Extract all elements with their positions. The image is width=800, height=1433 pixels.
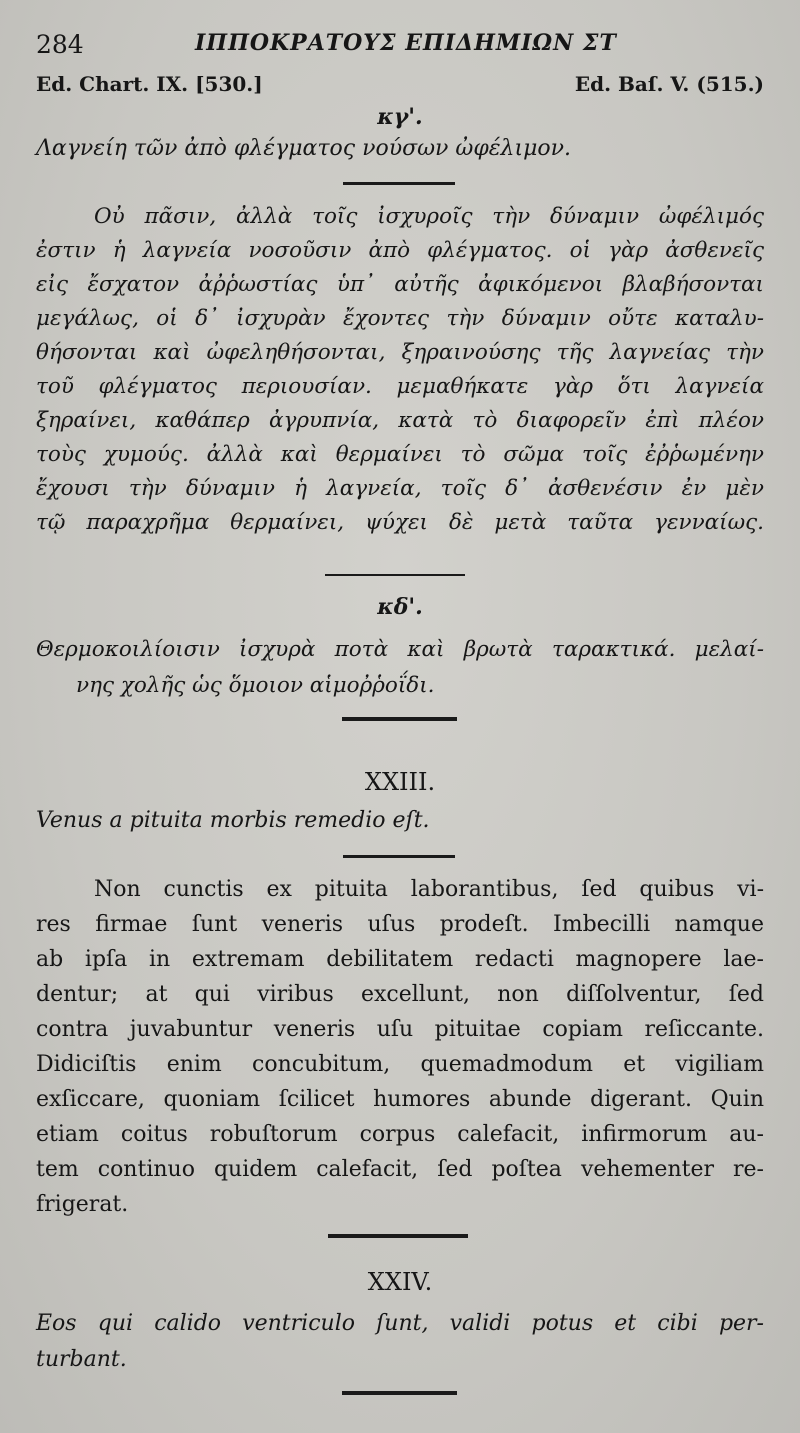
rule-divider bbox=[343, 182, 455, 185]
text-line: tem continuo quidem calefacit, ſed poſtea vehementer re- bbox=[36, 1157, 764, 1182]
latin-section-number: XXIV. bbox=[367, 1268, 433, 1296]
edition-right: Ed. Baſ. V. (515.) bbox=[574, 72, 764, 96]
text-line: Non cunctis ex pituita laborantibus, ſed quibus vi- bbox=[94, 877, 764, 902]
text-line: Θερμοκοιλίοισιν ἰσχυρὰ ποτὰ καὶ βρωτὰ ταρακτικά. μελαί- bbox=[36, 637, 764, 662]
rule-divider bbox=[328, 1234, 468, 1238]
text-line: res firmae ſunt veneris uſus prodeſt. Imbecilli namque bbox=[36, 912, 764, 937]
running-title: ΙΠΠΟΚΡΑΤΟΥΣ ΕΠΙΔΗΜΙΩΝ ΣΤ bbox=[195, 30, 617, 56]
text-line: etiam coitus robuſtorum corpus calefacit, infirmorum au- bbox=[36, 1122, 764, 1147]
rule-divider bbox=[342, 717, 457, 721]
text-line: turbant. bbox=[36, 1347, 127, 1372]
rule-divider bbox=[325, 574, 465, 576]
page-number: 284 bbox=[36, 30, 84, 59]
text-line: contra juvabuntur veneris uſu pituitae copiam reſiccante. bbox=[36, 1017, 764, 1042]
text-line: dentur; at qui viribus excellunt, non diſſolventur, ſed bbox=[36, 982, 764, 1007]
rule-divider bbox=[342, 1391, 457, 1395]
text-line: νης χολῆς ὡς ὅμοιον αἱμοῤῥοΐδι. bbox=[76, 673, 435, 698]
greek-section-title: Λαγνείη τῶν ἀπὸ φλέγματος νούσων ὠφέλιμον. bbox=[36, 136, 572, 161]
text-line: exſiccare, quoniam ſcilicet humores abunde digerant. Quin bbox=[36, 1087, 764, 1112]
edition-left: Ed. Chart. IX. [530.] bbox=[36, 72, 263, 96]
text-line: Οὐ πᾶσιν, ἀλλὰ τοῖς ἰσχυροῖς τὴν δύναμιν ὠφέλιμός bbox=[94, 204, 764, 229]
greek-aphorism bbox=[36, 632, 764, 704]
text-line: ξηραίνει, καθάπερ ἀγρυπνία, κατὰ τὸ διαφορεῖν ἐπὶ πλέον bbox=[36, 408, 764, 433]
latin-section-number: XXIII. bbox=[364, 768, 436, 796]
text-line: ab ipſa in extremam debilitatem redacti magnopere lae- bbox=[36, 947, 764, 972]
text-line: Eos qui calido ventriculo ſunt, validi potus et cibi per- bbox=[36, 1311, 764, 1336]
text-line: Didiciſtis enim concubitum, quemadmodum et vigiliam bbox=[36, 1052, 764, 1077]
greek-paragraph bbox=[36, 200, 764, 540]
text-line: frigerat. bbox=[36, 1192, 129, 1217]
latin-section-title: Venus a pituita morbis remedio eſt. bbox=[36, 808, 430, 833]
text-line: τοῦ φλέγματος περιουσίαν. μεμαθήκατε γὰρ ὅτι λαγνεία bbox=[36, 374, 764, 399]
text-line: ἐστιν ἡ λαγνεία νοσοῦσιν ἀπὸ φλέγματος. οἱ γὰρ ἀσθενεῖς bbox=[36, 238, 764, 263]
text-line: ἔχουσι τὴν δύναμιν ἡ λαγνεία, τοῖς δ᾽ ἀσθενέσιν ἐν μὲν bbox=[36, 476, 764, 501]
text-line: μεγάλως, οἱ δ᾽ ἰσχυρὰν ἔχοντες τὴν δύναμιν οὔτε καταλυ- bbox=[36, 306, 764, 331]
text-line: τῷ παραχρῆμα θερμαίνει, ψύχει δὲ μετὰ ταῦτα γενναίως. bbox=[36, 510, 764, 535]
text-line: τοὺς χυμούς. ἀλλὰ καὶ θερμαίνει τὸ σῶμα τοῖς ἐῤῥωμένην bbox=[36, 442, 764, 467]
rule-divider bbox=[343, 855, 455, 858]
text-line: εἰς ἔσχατον ἀῤῥωστίας ὑπ᾽ αὐτῆς ἀφικόμενοι βλαβήσονται bbox=[36, 272, 764, 297]
greek-section-number: κδ'. bbox=[377, 594, 423, 620]
text-line: θήσονται καὶ ὠφεληθήσονται, ξηραινούσης τῆς λαγνείας τὴν bbox=[36, 340, 764, 365]
latin-paragraph bbox=[36, 872, 764, 1222]
latin-aphorism bbox=[36, 1306, 764, 1378]
greek-section-number: κγ'. bbox=[377, 104, 423, 130]
